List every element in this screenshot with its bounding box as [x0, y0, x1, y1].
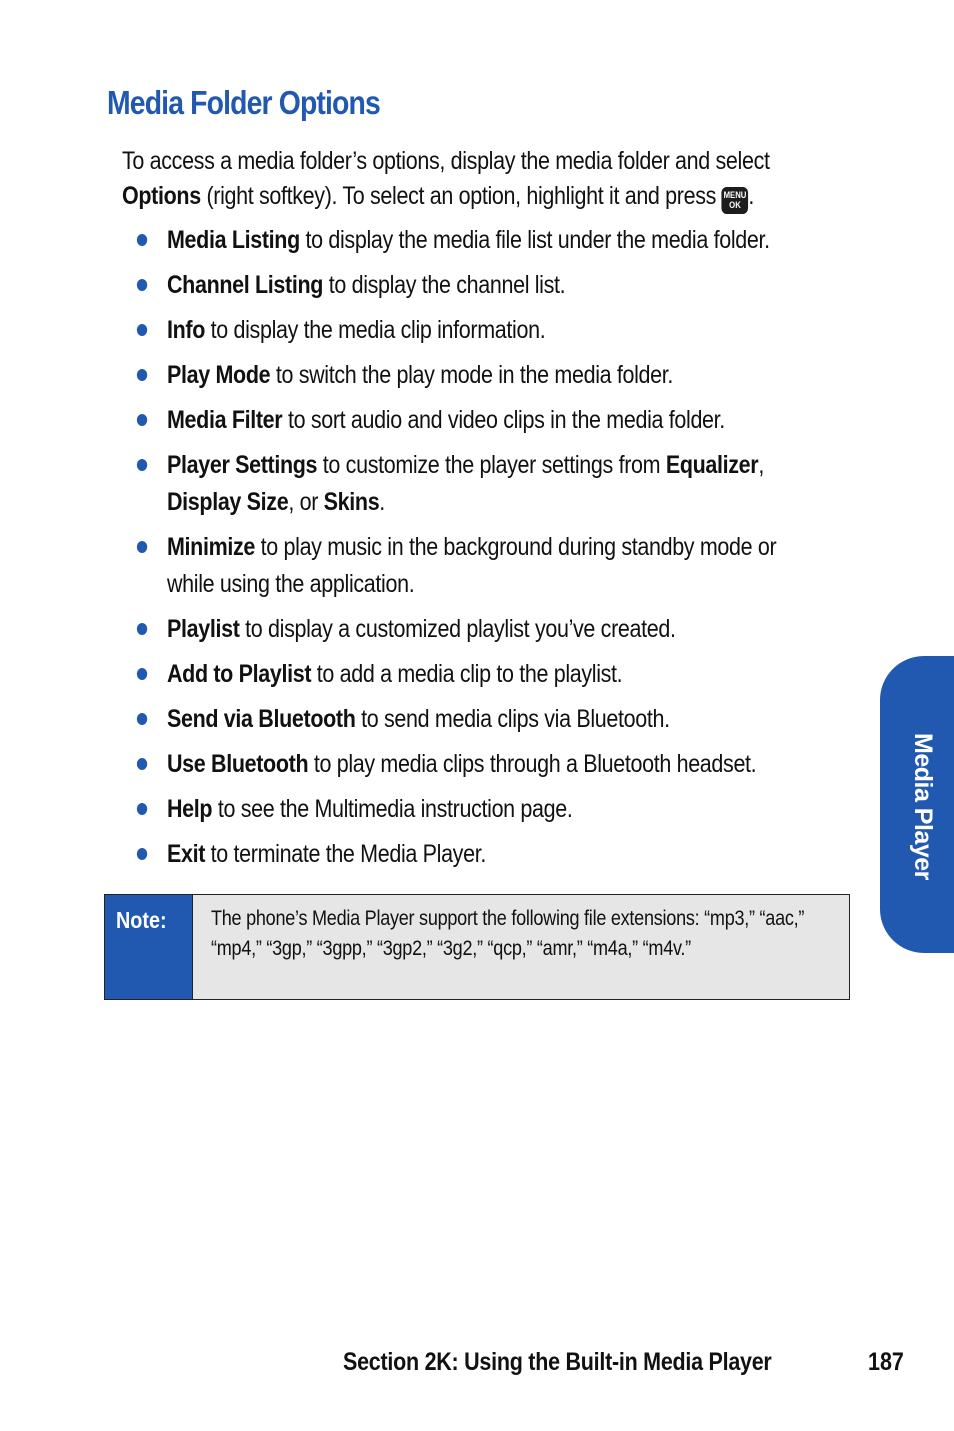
options-softkey-label: Options — [122, 182, 201, 210]
bullet-icon — [137, 713, 147, 725]
option-text: to terminate the Media Player. — [205, 840, 486, 868]
option-sep: , — [758, 451, 764, 479]
list-item — [130, 836, 801, 873]
option-term: Minimize — [166, 533, 256, 561]
bullet-icon — [137, 623, 147, 635]
option-text: to see the Multimedia instruction page. — [212, 795, 573, 823]
bullet-icon — [137, 459, 147, 471]
list-item — [130, 529, 801, 603]
options-list — [130, 222, 801, 881]
option-text: to add a media clip to the playlist. — [311, 660, 623, 688]
option-term: Help — [166, 795, 213, 823]
list-item — [130, 656, 801, 693]
note-label-cell — [105, 895, 193, 999]
list-item — [130, 402, 801, 439]
option-term: Media Filter — [166, 406, 283, 434]
list-item — [130, 447, 801, 521]
option-sep: , or — [288, 488, 324, 516]
option-term-skins: Skins — [323, 488, 380, 516]
menu-ok-key-icon — [722, 187, 749, 214]
bullet-icon — [137, 279, 147, 291]
list-item — [130, 791, 801, 828]
note-label: Note: — [116, 907, 167, 933]
option-term: Use Bluetooth — [166, 750, 309, 778]
intro-text-3: . — [748, 182, 754, 210]
footer-section-title: Section 2K: Using the Built-in Media Player — [343, 1348, 772, 1376]
list-item — [130, 222, 801, 259]
bullet-icon — [137, 324, 147, 336]
option-term: Exit — [166, 840, 206, 868]
option-term: Info — [166, 316, 206, 344]
intro-paragraph — [122, 144, 801, 214]
option-term: Send via Bluetooth — [166, 705, 356, 733]
option-term: Play Mode — [166, 361, 271, 389]
menu-key-line2: OK — [729, 200, 741, 210]
option-text: to display the media file list under the media folder. — [299, 226, 770, 254]
option-text: to sort audio and video clips in the media folder. — [282, 406, 725, 434]
bullet-icon — [137, 414, 147, 426]
list-item — [130, 267, 801, 304]
list-item — [130, 746, 801, 783]
page-title: Media Folder Options — [107, 84, 380, 121]
page-number: 187 — [868, 1348, 904, 1376]
option-text: to play media clips through a Bluetooth headset. — [308, 750, 757, 778]
option-text: to switch the play mode in the media folder. — [270, 361, 674, 389]
bullet-icon — [137, 758, 147, 770]
list-item — [130, 357, 801, 394]
bullet-icon — [137, 234, 147, 246]
bullet-icon — [137, 369, 147, 381]
option-text: to play music in the background during standby mode or while using the application. — [166, 533, 777, 598]
option-sep: . — [379, 488, 385, 516]
bullet-icon — [137, 668, 147, 680]
list-item — [130, 611, 801, 648]
bullet-icon — [137, 848, 147, 860]
list-item — [130, 701, 801, 738]
note-box — [104, 894, 850, 1000]
side-tab-label: Media Player — [909, 733, 937, 880]
option-term: Player Settings — [166, 451, 318, 479]
option-text: to send media clips via Bluetooth. — [355, 705, 670, 733]
menu-key-line1: MENU — [723, 190, 747, 200]
option-text: to customize the player settings from — [317, 451, 666, 479]
option-text: to display the media clip information. — [205, 316, 546, 344]
bullet-icon — [137, 803, 147, 815]
intro-text-1: To access a media folder’s options, display the media folder and select — [122, 147, 770, 175]
option-text: to display a customized playlist you’ve created. — [239, 615, 676, 643]
intro-text-2: (right softkey). To select an option, highlight it and press — [200, 182, 722, 210]
list-item — [130, 312, 801, 349]
option-text: to display the channel list. — [323, 271, 566, 299]
option-term: Add to Playlist — [166, 660, 312, 688]
note-text: The phone’s Media Player support the following file extensions: “mp3,” “aac,” “mp4,” “3gp,” “3gpp,” “3gp2,” “3g2,” “qcp,” “amr,” “m4a,” “m4v.” — [211, 907, 805, 960]
option-term: Channel Listing — [166, 271, 324, 299]
bullet-icon — [137, 541, 147, 553]
option-term-equalizer: Equalizer — [665, 451, 759, 479]
option-term: Media Listing — [166, 226, 300, 254]
option-term-display-size: Display Size — [166, 488, 289, 516]
option-term: Playlist — [166, 615, 240, 643]
note-body-cell — [193, 895, 849, 999]
